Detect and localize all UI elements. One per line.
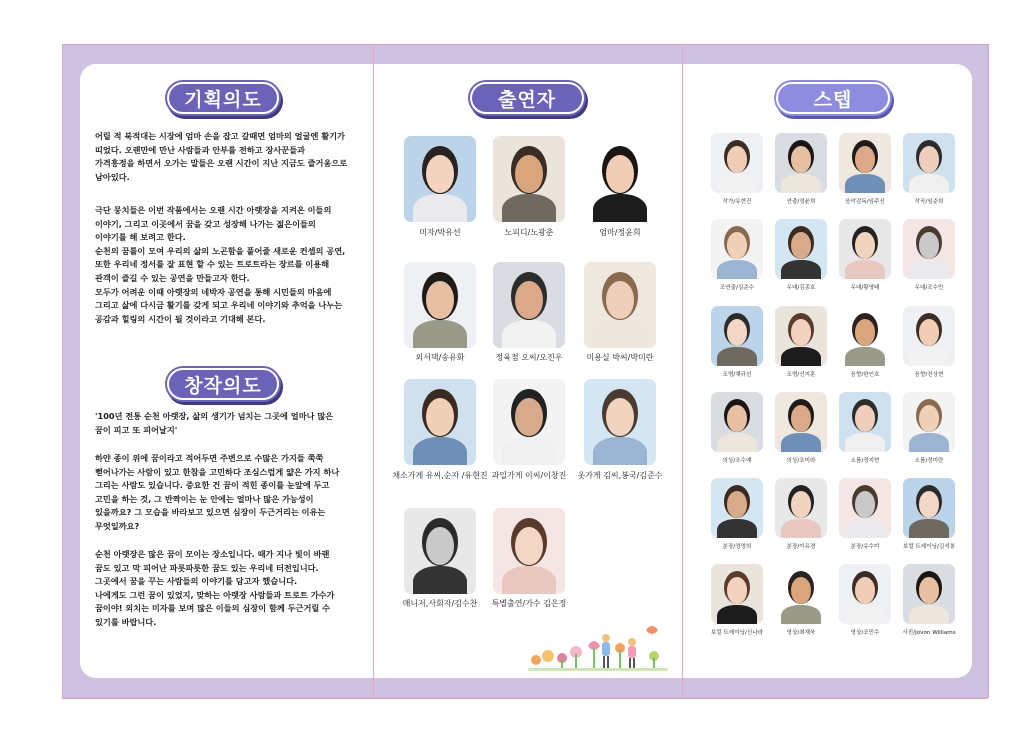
staff-caption: 분장/유수미 — [850, 544, 880, 550]
staff-caption: 음향/한인호 — [850, 372, 880, 378]
staff-caption: 음악감독/임주신 — [845, 199, 885, 205]
cast-caption: 매니저,사회자/김수찬 — [402, 599, 478, 608]
staff-caption: 작곡/임준희 — [914, 199, 944, 205]
staff-caption: 분장/이유경 — [786, 544, 816, 550]
cast-photo — [493, 262, 565, 348]
cast-caption: 노피디/노광춘 — [504, 228, 554, 237]
trim-line-left — [62, 44, 63, 698]
staff-caption: 소품/정미란 — [914, 458, 944, 464]
staff-caption: 음향/전상현 — [914, 372, 944, 378]
staff-caption: 소품/정지현 — [850, 458, 880, 464]
staff-photo — [775, 564, 827, 624]
fold-line-right — [682, 44, 683, 698]
fold-line-left — [373, 44, 374, 698]
cast-caption: 외서댁/송유화 — [415, 353, 465, 362]
cast-photo — [584, 136, 656, 222]
staff-photo — [711, 306, 763, 366]
staff-caption: 영상/조민수 — [850, 630, 880, 636]
cast-photo — [584, 379, 656, 465]
cast-photo — [404, 262, 476, 348]
flowers-and-children-illustration — [528, 616, 668, 672]
staff-photo — [903, 219, 955, 279]
staff-photo — [775, 392, 827, 452]
planning-paragraph-1: 어릴 적 북적대는 시장에 엄마 손을 잡고 갈때면 엄마의 얼굴엔 활기가 띠었다. 오랜만에 만난 사람들과 안부를 전하고 장사꾼들과 가격흥정을 하면서 오가는 말들은 오랜 시간이 지난 지금도 즐거움으로 남아있다. — [95, 131, 348, 182]
trim-line-bottom — [62, 698, 988, 699]
cast-caption: 과일가게 이씨/이창진 — [491, 471, 567, 480]
planning-paragraph-2: 극단 뭉치들은 이번 작품에서는 오랜 시간 아랫장을 지켜온 이들의 이야기, 그리고 이곳에서 꿈을 갖고 성장해 나가는 젊은이들의 이야기를 해 보려고 한다. 순천의 꿈틀이 모여 우리의 삶의 노곤함을 풀어줄 새로운 컨셉의 공연, 또한 우리네 정서를 잘 표현 할 수 있는 트로트라는 장르를 이용해 관객이 즐길 수 있는 공연을 만들고자 한다. 모두가 어려운 이때 아랫장의 네박자 공연을 통해 시민들의 마음에 그리고 삶에 다시금 활기를 갖게 되고 우리네 이야기와 추억을 나누는 공감과 힐링의 시간이 될 것이라고 기대해 본다. — [95, 205, 346, 324]
staff-photo — [775, 219, 827, 279]
staff-caption: 무대/조수민 — [914, 285, 944, 291]
staff-photo — [775, 306, 827, 366]
staff-caption: 조명/채규선 — [722, 372, 752, 378]
staff-photo — [839, 478, 891, 538]
creation-paragraph-2: 하얀 종이 위에 꿈이라고 적어두면 주변으로 수많은 가지들 쭉쭉 뻗어나가는 사람이 있고 한참을 고민하다 조심스럽게 얇은 가지 하나 그리는 사람도 있습니다. 중요한 건 꿈이 적힌 종이를 눈앞에 두고 고민을 하는 것, 그 반짝이는 눈 안에는 얼마나 많은 가능성이 있을까요? 그 모습을 바라보고 있으면 심장이 두근거리는 이유는 무엇일까요? — [95, 453, 340, 531]
staff-caption: 보컬 트레이닝/신나라 — [710, 630, 764, 636]
cast-caption: 미자/박유선 — [419, 228, 461, 237]
cast-photo — [493, 379, 565, 465]
cast-photo — [493, 136, 565, 222]
staff-photo — [903, 564, 955, 624]
cast-caption: 옷가게 김씨,봉국/김준수 — [577, 471, 663, 480]
cast-photo — [493, 508, 565, 594]
trim-line-top — [62, 44, 988, 45]
staff-photo — [839, 392, 891, 452]
staff-photo — [903, 478, 955, 538]
staff-caption: 무대/김종호 — [786, 285, 816, 291]
staff-photo — [839, 133, 891, 193]
cast-photo — [404, 136, 476, 222]
staff-caption: 사진/Jovon Williams — [902, 630, 956, 636]
creation-paragraph-3: 순천 아랫장은 많은 꿈이 모이는 장소입니다. 때가 지나 빛이 바랜 꿈도 있고 막 피어난 파릇파릇한 꿈도 있는 우리네 터전입니다. 그곳에서 꿈을 꾸는 사람들의 이야기를 담고자 했습니다. 나에게도 그런 꿈이 있었지, 맞하는 아랫장 사람들과 트로트 가수가 꿈이야! 외치는 미자를 보며 많은 이들의 심장이 함께 두근거릴 수 있기를 바랍니다. — [95, 549, 335, 627]
cast-title: 출연자 — [470, 82, 584, 114]
staff-title: 스텝 — [776, 82, 890, 114]
cast-caption: 미용실 박씨/박미란 — [586, 353, 654, 362]
staff-caption: 의상/조미라 — [786, 458, 816, 464]
staff-photo — [711, 564, 763, 624]
staff-caption: 연출/정윤희 — [786, 199, 816, 205]
staff-photo — [711, 478, 763, 538]
staff-caption: 의상/조수예 — [722, 458, 752, 464]
staff-photo — [775, 133, 827, 193]
staff-photo — [711, 219, 763, 279]
cast-photo — [404, 508, 476, 594]
staff-caption: 보컬 트레이닝/김석봉 — [902, 544, 956, 550]
cast-caption: 엄마/정윤희 — [599, 228, 641, 237]
cast-caption: 특별출연/가수 김은정 — [491, 599, 567, 608]
staff-photo — [711, 392, 763, 452]
planning-title: 기획의도 — [167, 82, 279, 114]
staff-photo — [839, 219, 891, 279]
cast-caption: 정육점 오씨/오진우 — [495, 353, 563, 362]
staff-caption: 무대/황영태 — [850, 285, 880, 291]
staff-photo — [711, 133, 763, 193]
staff-photo — [775, 478, 827, 538]
staff-caption: 영상/최재욱 — [786, 630, 816, 636]
creation-paragraph-1: '100년 전통 순천 아랫장, 삶의 생기가 넘치는 그곳에 얼마나 많은 꿈이 피고 또 피어날지' — [95, 411, 334, 435]
staff-caption: 조명/신지훈 — [786, 372, 816, 378]
staff-caption: 분장/정영희 — [722, 544, 752, 550]
staff-photo — [839, 306, 891, 366]
cast-photo — [404, 379, 476, 465]
staff-photo — [903, 392, 955, 452]
staff-photo — [903, 306, 955, 366]
staff-photo — [903, 133, 955, 193]
staff-photo — [839, 564, 891, 624]
cast-photo — [584, 262, 656, 348]
staff-caption: 작가/유현진 — [722, 199, 752, 205]
trim-line-right — [988, 44, 989, 698]
staff-caption: 조연출/김준수 — [719, 285, 755, 291]
creation-title: 창작의도 — [167, 368, 279, 400]
cast-caption: 채소가게 유씨,순자 /유현진 — [392, 471, 488, 480]
